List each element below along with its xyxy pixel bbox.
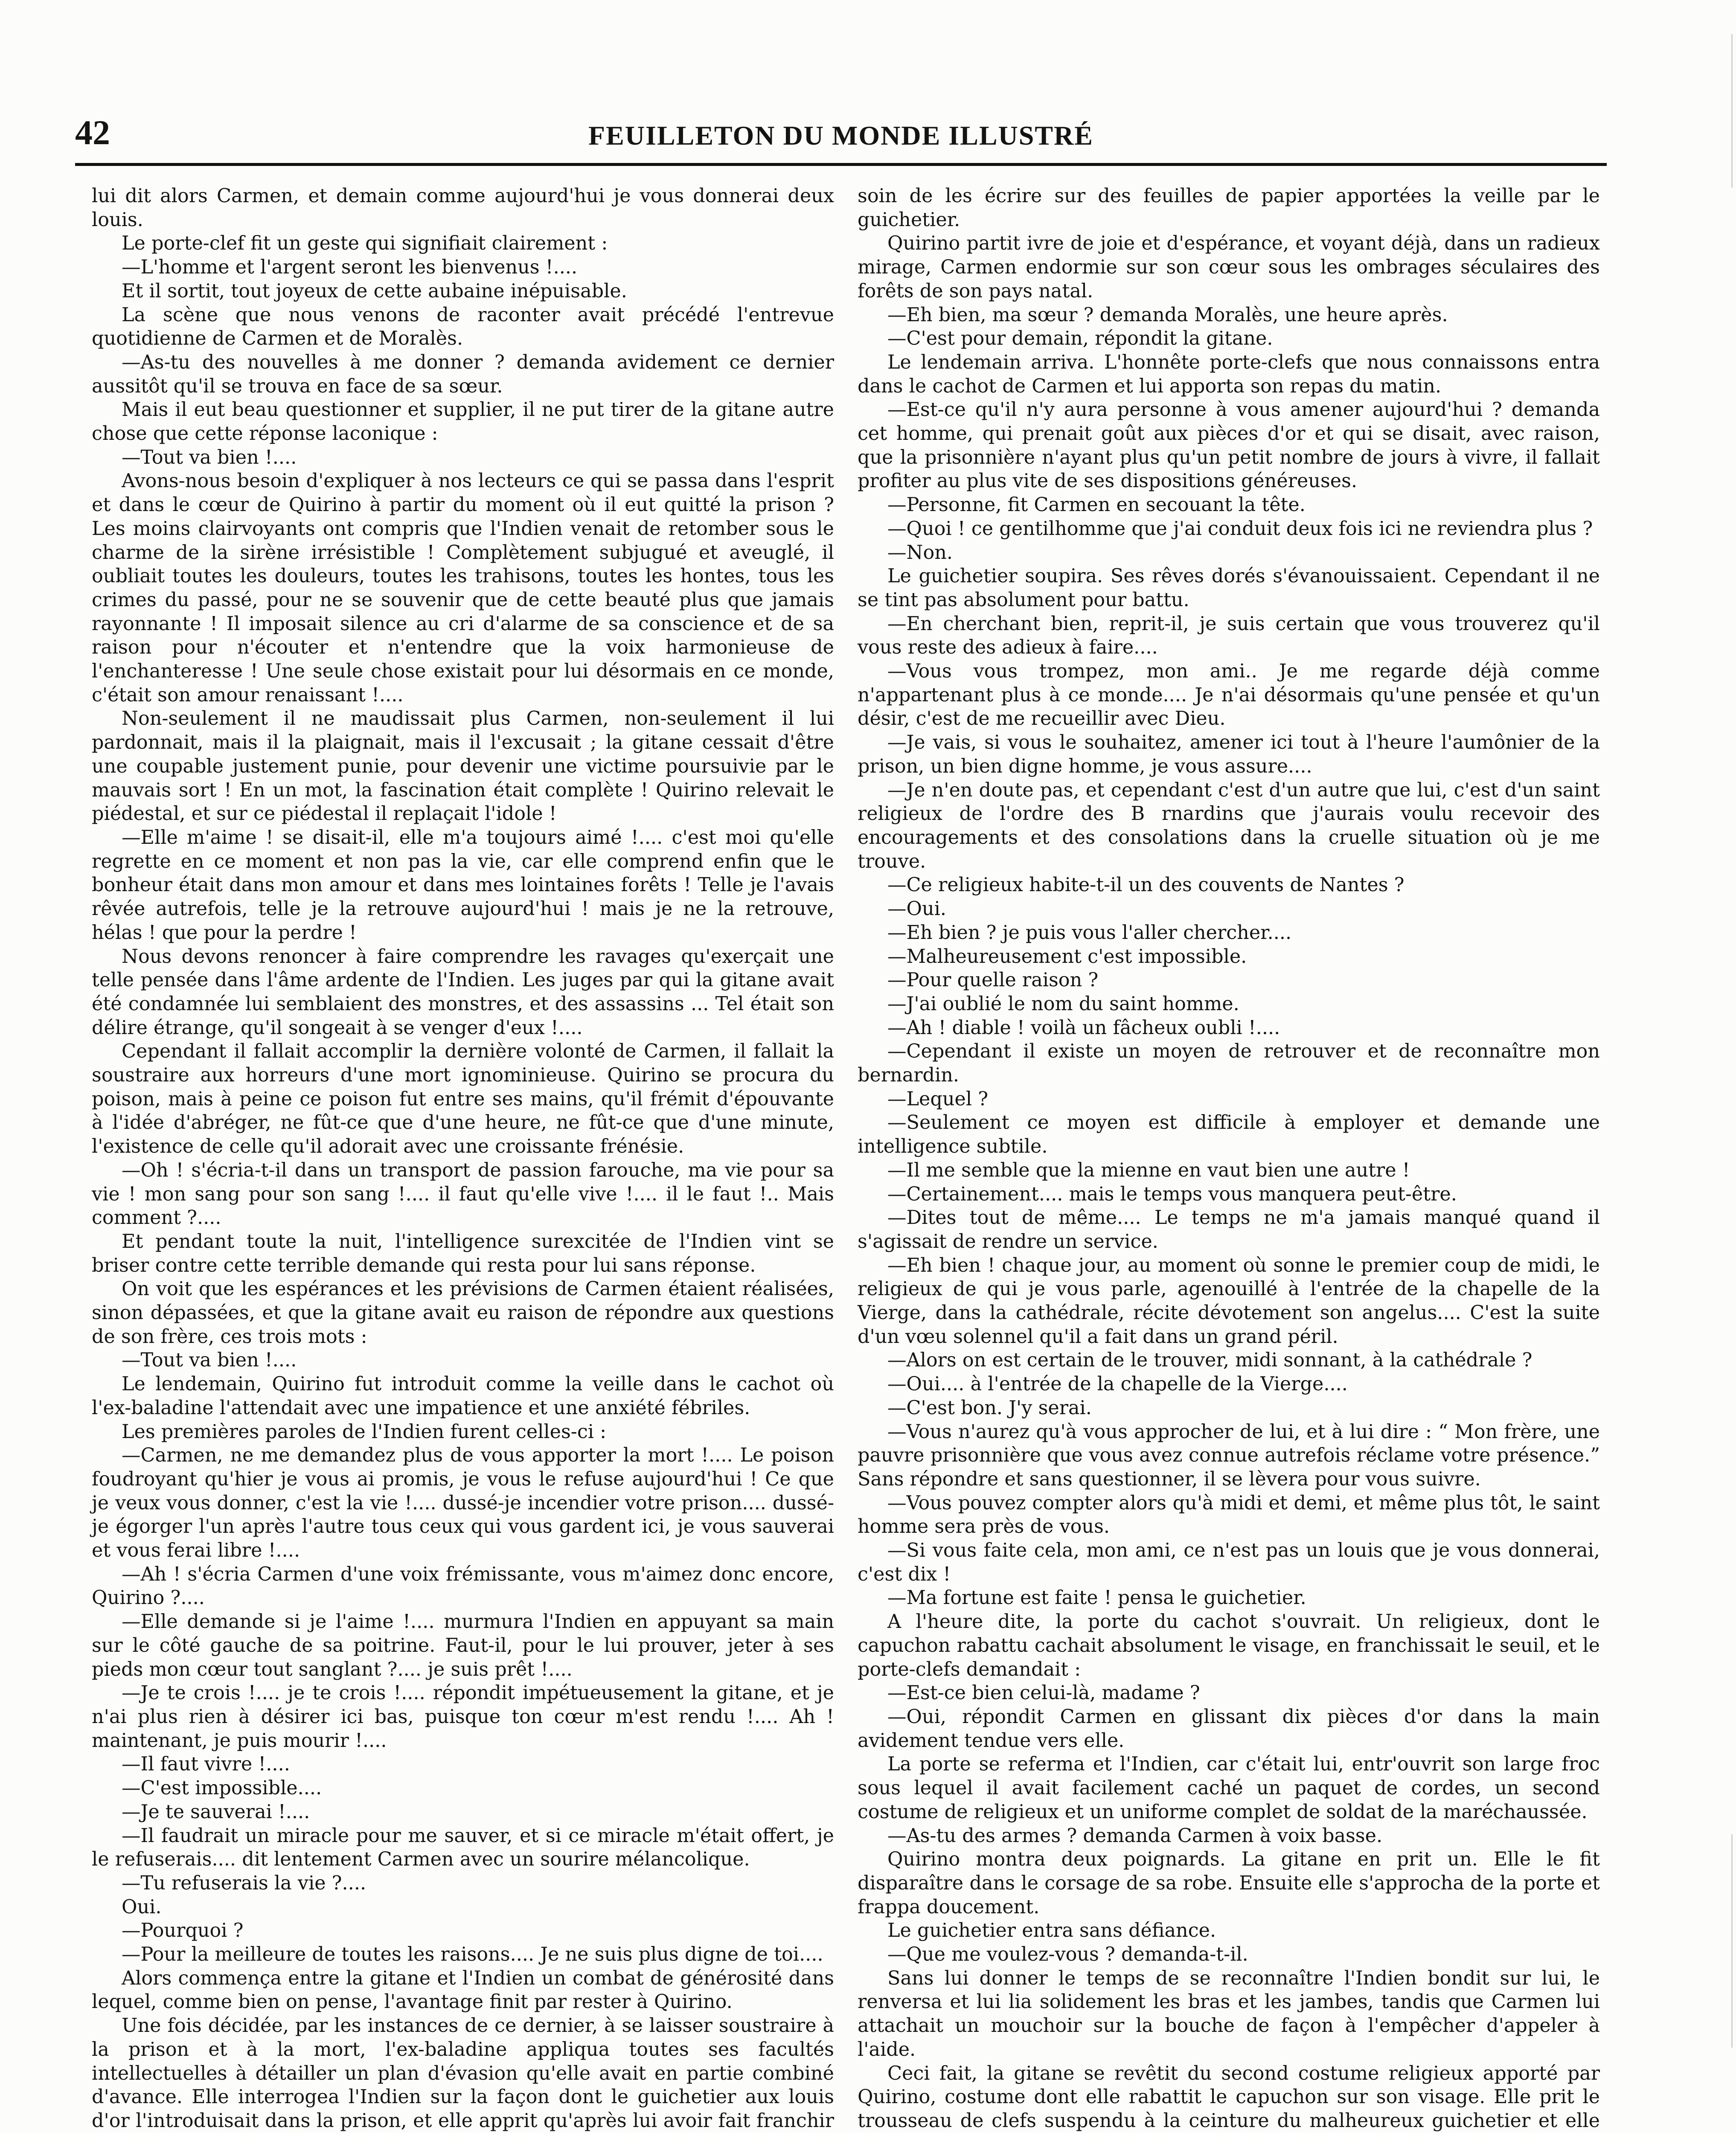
paragraph: —Certainement.... mais le temps vous manquera peut-être. (887, 1183, 1457, 1205)
paragraph: —Ce religieux habite-t-il un des couvents de Nantes ? (887, 874, 1405, 896)
paragraph: Mais il eut beau questionner et supplier, il ne put tirer de la gitane autre chose que cette réponse laconique : (92, 399, 834, 445)
paragraph: Alors commença entre la gitane et l'Indien un combat de générosité dans lequel, comme bien on pense, l'avantage finit par rester à Quirino. (92, 1967, 834, 2013)
left-column (92, 184, 834, 2133)
paragraph: —Oui.... à l'entrée de la chapelle de la Vierge.... (887, 1373, 1348, 1395)
paragraph: —Vous vous trompez, mon ami.. Je me regarde déjà comme n'appartenant plus à ce monde.... Je n'ai désormais qu'une pensée et qu'un désir, c'est de me recueillir avec Dieu. (858, 660, 1600, 730)
paragraph: —Tu refuserais la vie ?.... (122, 1872, 366, 1894)
paragraph: Et pendant toute la nuit, l'intelligence surexcitée de l'Indien vint se briser contre cette terrible demande qui resta pour lui sans réponse. (92, 1230, 834, 1276)
paragraph: —Oui. (887, 898, 947, 920)
paragraph: —Malheureusement c'est impossible. (887, 945, 1247, 968)
paragraph: —Seulement ce moyen est difficile à employer et demande une intelligence subtile. (858, 1112, 1600, 1158)
paragraph: soin de les écrire sur des feuilles de papier apportées la veille par le guichetier. (858, 185, 1600, 231)
paragraph: Nous devons renoncer à faire comprendre les ravages qu'exerçait une telle pensée dans l'âme ardente de l'Indien. Les juges par qui la gitane avait été condamnée lui semblaient des monstres, et des assassins ... Tel était son délire étrange, qu'il songeait à se venger d'eux !.... (92, 945, 834, 1039)
paragraph: —Il faut vivre !.... (122, 1753, 290, 1776)
paragraph: —Tout va bien !.... (122, 446, 297, 468)
paragraph: —Oui, répondit Carmen en glissant dix pièces d'or dans la main avidement tendue vers elle. (858, 1706, 1600, 1752)
paragraph: Et il sortit, tout joyeux de cette aubaine inépuisable. (122, 280, 627, 302)
paragraph: A l'heure dite, la porte du cachot s'ouvrait. Un religieux, dont le capuchon rabattu cachait absolument le visage, en franchissait le seuil, et le porte-clefs demandait : (858, 1611, 1600, 1680)
paragraph: —Que me voulez-vous ? demanda-t-il. (887, 1944, 1248, 1966)
paragraph: Le guichetier soupira. Ses rêves dorés s'évanouissaient. Cependant il ne se tint pas absolument pour battu. (858, 565, 1600, 611)
paragraph: —Lequel ? (887, 1088, 989, 1110)
paragraph: Les premières paroles de l'Indien furent celles-ci : (122, 1421, 607, 1443)
paragraph: Le lendemain arriva. L'honnête porte-clefs que nous connaissons entra dans le cachot de Carmen et lui apporta son repas du matin. (858, 351, 1600, 397)
paragraph: —Est-ce qu'il n'y aura personne à vous amener aujourd'hui ? demanda cet homme, qui prenait goût aux pièces d'or et qui se disait, avec raison, que la prisonnière n'ayant plus qu'un petit nombre de jours à vivre, il fallait profiter au plus vite de ses dispositions généreuses. (858, 399, 1600, 492)
paragraph: —Alors on est certain de le trouver, midi sonnant, à la cathédrale ? (887, 1349, 1532, 1372)
paragraph: —Oh ! s'écria-t-il dans un transport de passion farouche, ma vie pour sa vie ! mon sang pour son sang !.... il faut qu'elle vive !.... il le faut !.. Mais comment ?.... (92, 1159, 834, 1229)
paragraph: Quirino partit ivre de joie et d'espérance, et voyant déjà, dans un radieux mirage, Carmen endormie sur son cœur sous les ombrages séculaires des forêts de son pays natal. (858, 232, 1600, 302)
paragraph: Quirino montra deux poignards. La gitane en prit un. Elle le fit disparaître dans le corsage de sa robe. Ensuite elle s'approcha de la porte et frappa doucement. (858, 1848, 1600, 1918)
paragraph: lui dit alors Carmen, et demain comme aujourd'hui je vous donnerai deux louis. (92, 185, 834, 231)
paragraph: —Pour la meilleure de toutes les raisons.... Je ne suis plus digne de toi.... (122, 1944, 823, 1966)
right-column (858, 184, 1600, 2133)
paragraph: —Vous n'aurez qu'à vous approcher de lui, et à lui dire : “ Mon frère, une pauvre prisonnière que vous avez connue autrefois réclame votre présence.” Sans répondre et sans questionner, il se lèvera pour vous suivre. (858, 1421, 1600, 1490)
paragraph: —Personne, fit Carmen en secouant la tête. (887, 494, 1306, 516)
paragraph: —Cependant il existe un moyen de retrouver et de reconnaître mon bernardin. (858, 1040, 1600, 1087)
paragraph: Avons-nous besoin d'expliquer à nos lecteurs ce qui se passa dans l'esprit et dans le cœur de Quirino à partir du moment où il eut quitté la prison ? Les moins clairvoyants ont compris que l'Indien venait de retomber sous le charme de la sirène irrésistible ! Complètement subjugué et aveuglé, il oubliait toutes les douleurs, toutes les trahisons, toutes les hontes, tous les crimes du passé, pour ne se souvenir que de cette beauté plus que jamais rayonnante ! Il imposait silence au cri d'alarme de sa conscience et de sa raison pour n'écouter et n'entendre que la voix harmonieuse de l'enchanteresse ! Une seule chose existait pour lui désormais en ce monde, c'était son amour renaissant !.... (92, 470, 834, 706)
paragraph: —Je te crois !.... je te crois !.... répondit impétueusement la gitane, et je n'ai plus rien à désirer ici bas, puisque ton cœur m'est rendu !.... Ah ! maintenant, je puis mourir !.... (92, 1682, 834, 1752)
paragraph: Le porte-clef fit un geste qui signifiait clairement : (122, 232, 608, 255)
paragraph: —En cherchant bien, reprit-il, je suis certain que vous trouverez qu'il vous reste des adieux à faire.... (858, 613, 1600, 659)
paragraph: Ceci fait, la gitane se revêtit du second costume religieux apporté par Quirino, costume dont elle rabattit le capuchon sur son visage. Elle prit le trousseau de clefs suspendu à la ceinture du malheureux guichetier et elle (858, 2062, 1600, 2132)
paragraph: —As-tu des nouvelles à me donner ? demanda avidement ce dernier aussitôt qu'il se trouva en face de sa sœur. (92, 351, 834, 397)
paragraph: —Il me semble que la mienne en vaut bien une autre ! (887, 1159, 1410, 1181)
paragraph: La porte se referma et l'Indien, car c'était lui, entr'ouvrit son large froc sous lequel il avait facilement caché un paquet de cordes, un second costume de religieux et un uniforme complet de soldat de la maréchaussée. (858, 1753, 1600, 1823)
paragraph: —As-tu des armes ? demanda Carmen à voix basse. (887, 1825, 1383, 1847)
page-header (75, 115, 1607, 162)
paragraph: —Dites tout de même.... Le temps ne m'a jamais manqué quand il s'agissait de rendre un service. (858, 1207, 1600, 1252)
paragraph: —Ma fortune est faite ! pensa le guichetier. (887, 1587, 1306, 1609)
header-rule (75, 163, 1607, 166)
paragraph: —Pour quelle raison ? (887, 969, 1099, 991)
paragraph: —Il faudrait un miracle pour me sauver, et si ce miracle m'était offert, je le refuserais.... dit lentement Carmen avec un sourire mélancolique. (92, 1825, 834, 1871)
paragraph: —Carmen, ne me demandez plus de vous apporter la mort !.... Le poison foudroyant qu'hier je vous ai promis, je vous le refuse aujourd'hui ! Ce que je veux vous donner, c'est la vie !.... dussé-je incendier votre prison.... dussé-je égorger l'un après l'autre tous ceux qui vous gardent ici, je vous sauverai et vous ferai libre !.... (92, 1444, 834, 1562)
paragraph: Le lendemain, Quirino fut introduit comme la veille dans le cachot où l'ex-baladine l'attendait avec une impatience et une anxiété fébriles. (92, 1373, 834, 1419)
paragraph: Sans lui donner le temps de se reconnaître l'Indien bondit sur lui, le renversa et lui lia solidement les bras et les jambes, tandis que Carmen lui attachait un mouchoir sur la bouche de façon à l'empêcher d'appeler à l'aide. (858, 1967, 1600, 2060)
page-number: 42 (75, 113, 110, 152)
paragraph: Oui. (122, 1896, 162, 1918)
paragraph: —Ah ! s'écria Carmen d'une voix frémissante, vous m'aimez donc encore, Quirino ?.... (92, 1563, 834, 1609)
paragraph: —C'est pour demain, répondit la gitane. (887, 328, 1273, 350)
paragraph: —Eh bien ! chaque jour, au moment où sonne le premier coup de midi, le religieux de qui je vous parle, agenouillé à l'entrée de la chapelle de la Vierge, dans la cathédrale, récite dévotement son angelus.... C'est la suite d'un vœu solennel qu'il a fait dans un grand péril. (858, 1254, 1600, 1348)
paragraph: —Si vous faite cela, mon ami, ce n'est pas un louis que je vous donnerai, c'est dix ! (858, 1540, 1600, 1585)
running-title: FEUILLETON DU MONDE ILLUSTRÉ (588, 120, 1093, 151)
paragraph: —Eh bien, ma sœur ? demanda Moralès, une heure après. (887, 304, 1448, 326)
paragraph: —Ah ! diable ! voilà un fâcheux oubli !.... (887, 1017, 1280, 1039)
paragraph: —Pourquoi ? (122, 1920, 244, 1942)
paragraph: On voit que les espérances et les prévisions de Carmen étaient réalisées, sinon dépassées, et que la gitane avait eu raison de répondre aux questions de son frère, ces trois mots : (92, 1278, 834, 1348)
paragraph: Une fois décidée, par les instances de ce dernier, à se laisser soustraire à la prison et à la mort, l'ex-baladine appliqua toutes ses facultés intellectuelles à détailler un plan d'évasion qu'elle avait en partie combiné d'avance. Elle interrogea l'Indien sur la façon dont le guichetier aux louis d'or l'introduisait dans la prison, et elle apprit qu'après lui avoir fait franchir (92, 2015, 834, 2132)
paragraph: Le guichetier entra sans défiance. (887, 1920, 1216, 1942)
paragraph: —Je n'en doute pas, et cependant c'est d'un autre que lui, c'est d'un saint religieux de l'ordre des B rnardins que j'aurais voulu recevoir des encouragements et des consolations dans la cruelle situation où je me trouve. (858, 779, 1600, 872)
paragraph: —C'est impossible.... (122, 1777, 322, 1799)
scan-edge-mark (1731, 34, 1733, 188)
paragraph: —Tout va bien !.... (122, 1349, 297, 1372)
paragraph: —Eh bien ? je puis vous l'aller chercher.... (887, 921, 1292, 944)
paragraph: —Quoi ! ce gentilhomme que j'ai conduit deux fois ici ne reviendra plus ? (887, 517, 1593, 540)
paragraph: —Je te sauverai !.... (122, 1801, 310, 1823)
paragraph: —Elle demande si je l'aime !.... murmura l'Indien en appuyant sa main sur le côté gauche de sa poitrine. Faut-il, pour le lui prouver, jeter à ses pieds mon cœur tout sanglant ?.... je suis prêt !.... (92, 1611, 834, 1680)
paragraph: Cependant il fallait accomplir la dernière volonté de Carmen, il fallait la soustraire aux horreurs d'une mort ignominieuse. Quirino se procura du poison, mais à peine ce poison fut entre ses mains, qu'il frémit d'épouvante à l'idée d'abréger, ne fût-ce que d'une heure, ne fût-ce que d'une minute, l'existence de celle qu'il adorait avec une croissante frénésie. (92, 1040, 834, 1158)
paragraph: La scène que nous venons de raconter avait précédé l'entrevue quotidienne de Carmen et de Moralès. (92, 304, 834, 350)
paragraph: —Je vais, si vous le souhaitez, amener ici tout à l'heure l'aumônier de la prison, un bien digne homme, je vous assure.... (858, 732, 1600, 777)
paragraph: —C'est bon. J'y serai. (887, 1397, 1092, 1419)
paragraph: Non-seulement il ne maudissait plus Carmen, non-seulement il lui pardonnait, mais il la plaignait, mais il l'excusait ; la gitane cessait d'être une coupable justement punie, pour devenir une victime poursuivie par le mauvais sort ! En un mot, la fascination était complète ! Quirino relevait le piédestal, et sur ce piédestal il replaçait l'idole ! (92, 708, 834, 825)
paragraph: —L'homme et l'argent seront les bienvenus !.... (122, 256, 578, 279)
paragraph: —Est-ce bien celui-là, madame ? (887, 1682, 1200, 1704)
paragraph: —Non. (887, 541, 953, 564)
paragraph: —J'ai oublié le nom du saint homme. (887, 993, 1239, 1015)
scan-edge-mark (1731, 1834, 1733, 2048)
paragraph: —Elle m'aime ! se disait-il, elle m'a toujours aimé !.... c'est moi qu'elle regrette en ce moment et non pas la vie, car elle comprend enfin que le bonheur était dans mon amour et dans mes lointaines forêts ! Telle je l'avais rêvée autrefois, telle je la retrouve aujourd'hui ! mais je ne la retrouve, hélas ! que pour la perdre ! (92, 826, 834, 944)
paragraph: —Vous pouvez compter alors qu'à midi et demi, et même plus tôt, le saint homme sera près de vous. (858, 1492, 1600, 1538)
